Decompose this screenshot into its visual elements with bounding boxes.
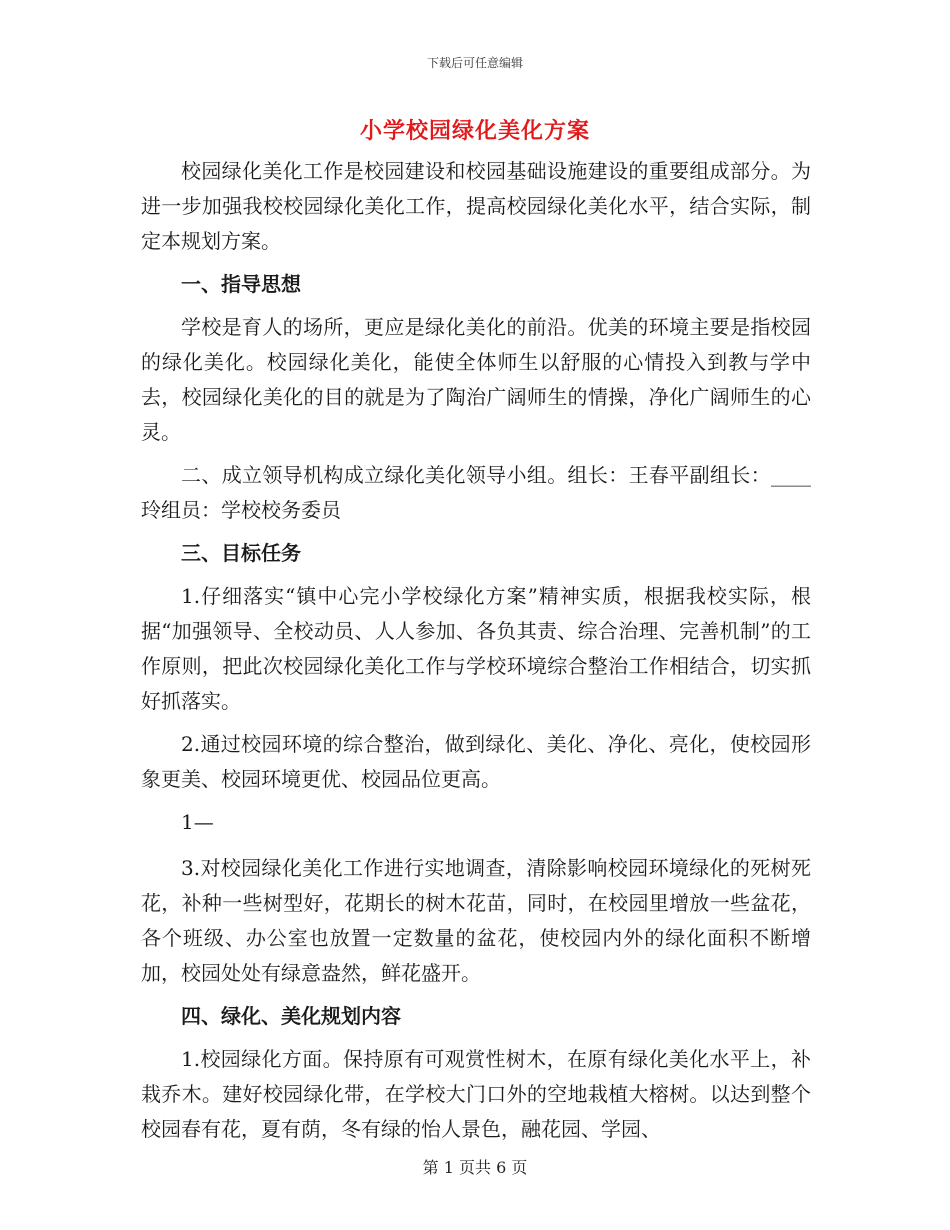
intro-paragraph: 校园绿化美化工作是校园建设和校园基础设施建设的重要组成部分。为进一步加强我校校园绿化美化工作，提高校园绿化美化水平，结合实际，制定本规划方案。	[141, 159, 811, 253]
page-footer: 第 1 页共 6 页	[422, 1158, 528, 1177]
section-heading-goals: 三、目标任务	[181, 541, 301, 565]
section-heading-guiding-ideology: 一、指导思想	[181, 272, 301, 296]
leadership-paragraph: 二、成立领导机构成立绿化美化领导小组。组长：王春平副组长：____玲组员：学校校务委员	[141, 463, 811, 522]
document-body	[141, 154, 811, 1155]
page-marker: 1—	[181, 810, 214, 834]
document-title: 小学校园绿化美化方案	[359, 118, 590, 144]
goal-item-2: 2.通过校园环境的综合整治，做到绿化、美化、净化、亮化，使校园形象更美、校园环境更优、校园品位更高。	[141, 732, 811, 791]
goal-item-3: 3.对校园绿化美化工作进行实地调查，清除影响校园环境绿化的死树死花，补种一些树型好，花期长的树木花苗，同时，在校园里增放一些盆花，各个班级、办公室也放置一定数量的盆花，使校园内外的绿化面积不断增加，校园处处有绿意盎然，鲜花盛开。	[141, 856, 811, 985]
section-heading-plan-content: 四、绿化、美化规划内容	[181, 1004, 401, 1028]
plan-item-1: 1.校园绿化方面。保持原有可观赏性树木，在原有绿化美化水平上，补栽乔木。建好校园绿化带，在学校大门口外的空地栽植大榕树。以达到整个校园春有花，夏有荫，冬有绿的怡人景色，融花园、学园、	[141, 1047, 811, 1141]
guiding-ideology-paragraph: 学校是育人的场所，更应是绿化美化的前沿。优美的环境主要是指校园的绿化美化。校园绿化美化，能使全体师生以舒服的心情投入到教与学中去，校园绿化美化的目的就是为了陶治广阔师生的情操，净化广阔师生的心灵。	[141, 315, 811, 444]
goal-item-1: 1.仔细落实“镇中心完小学校绿化方案”精神实质，根据我校实际，根据“加强领导、全校动员、人人参加、各负其责、综合治理、完善机制”的工作原则，把此次校园绿化美化工作与学校环境综合整治工作相结合，切实抓好抓落实。	[141, 584, 811, 713]
header-note: 下载后可任意编辑	[426, 56, 523, 70]
